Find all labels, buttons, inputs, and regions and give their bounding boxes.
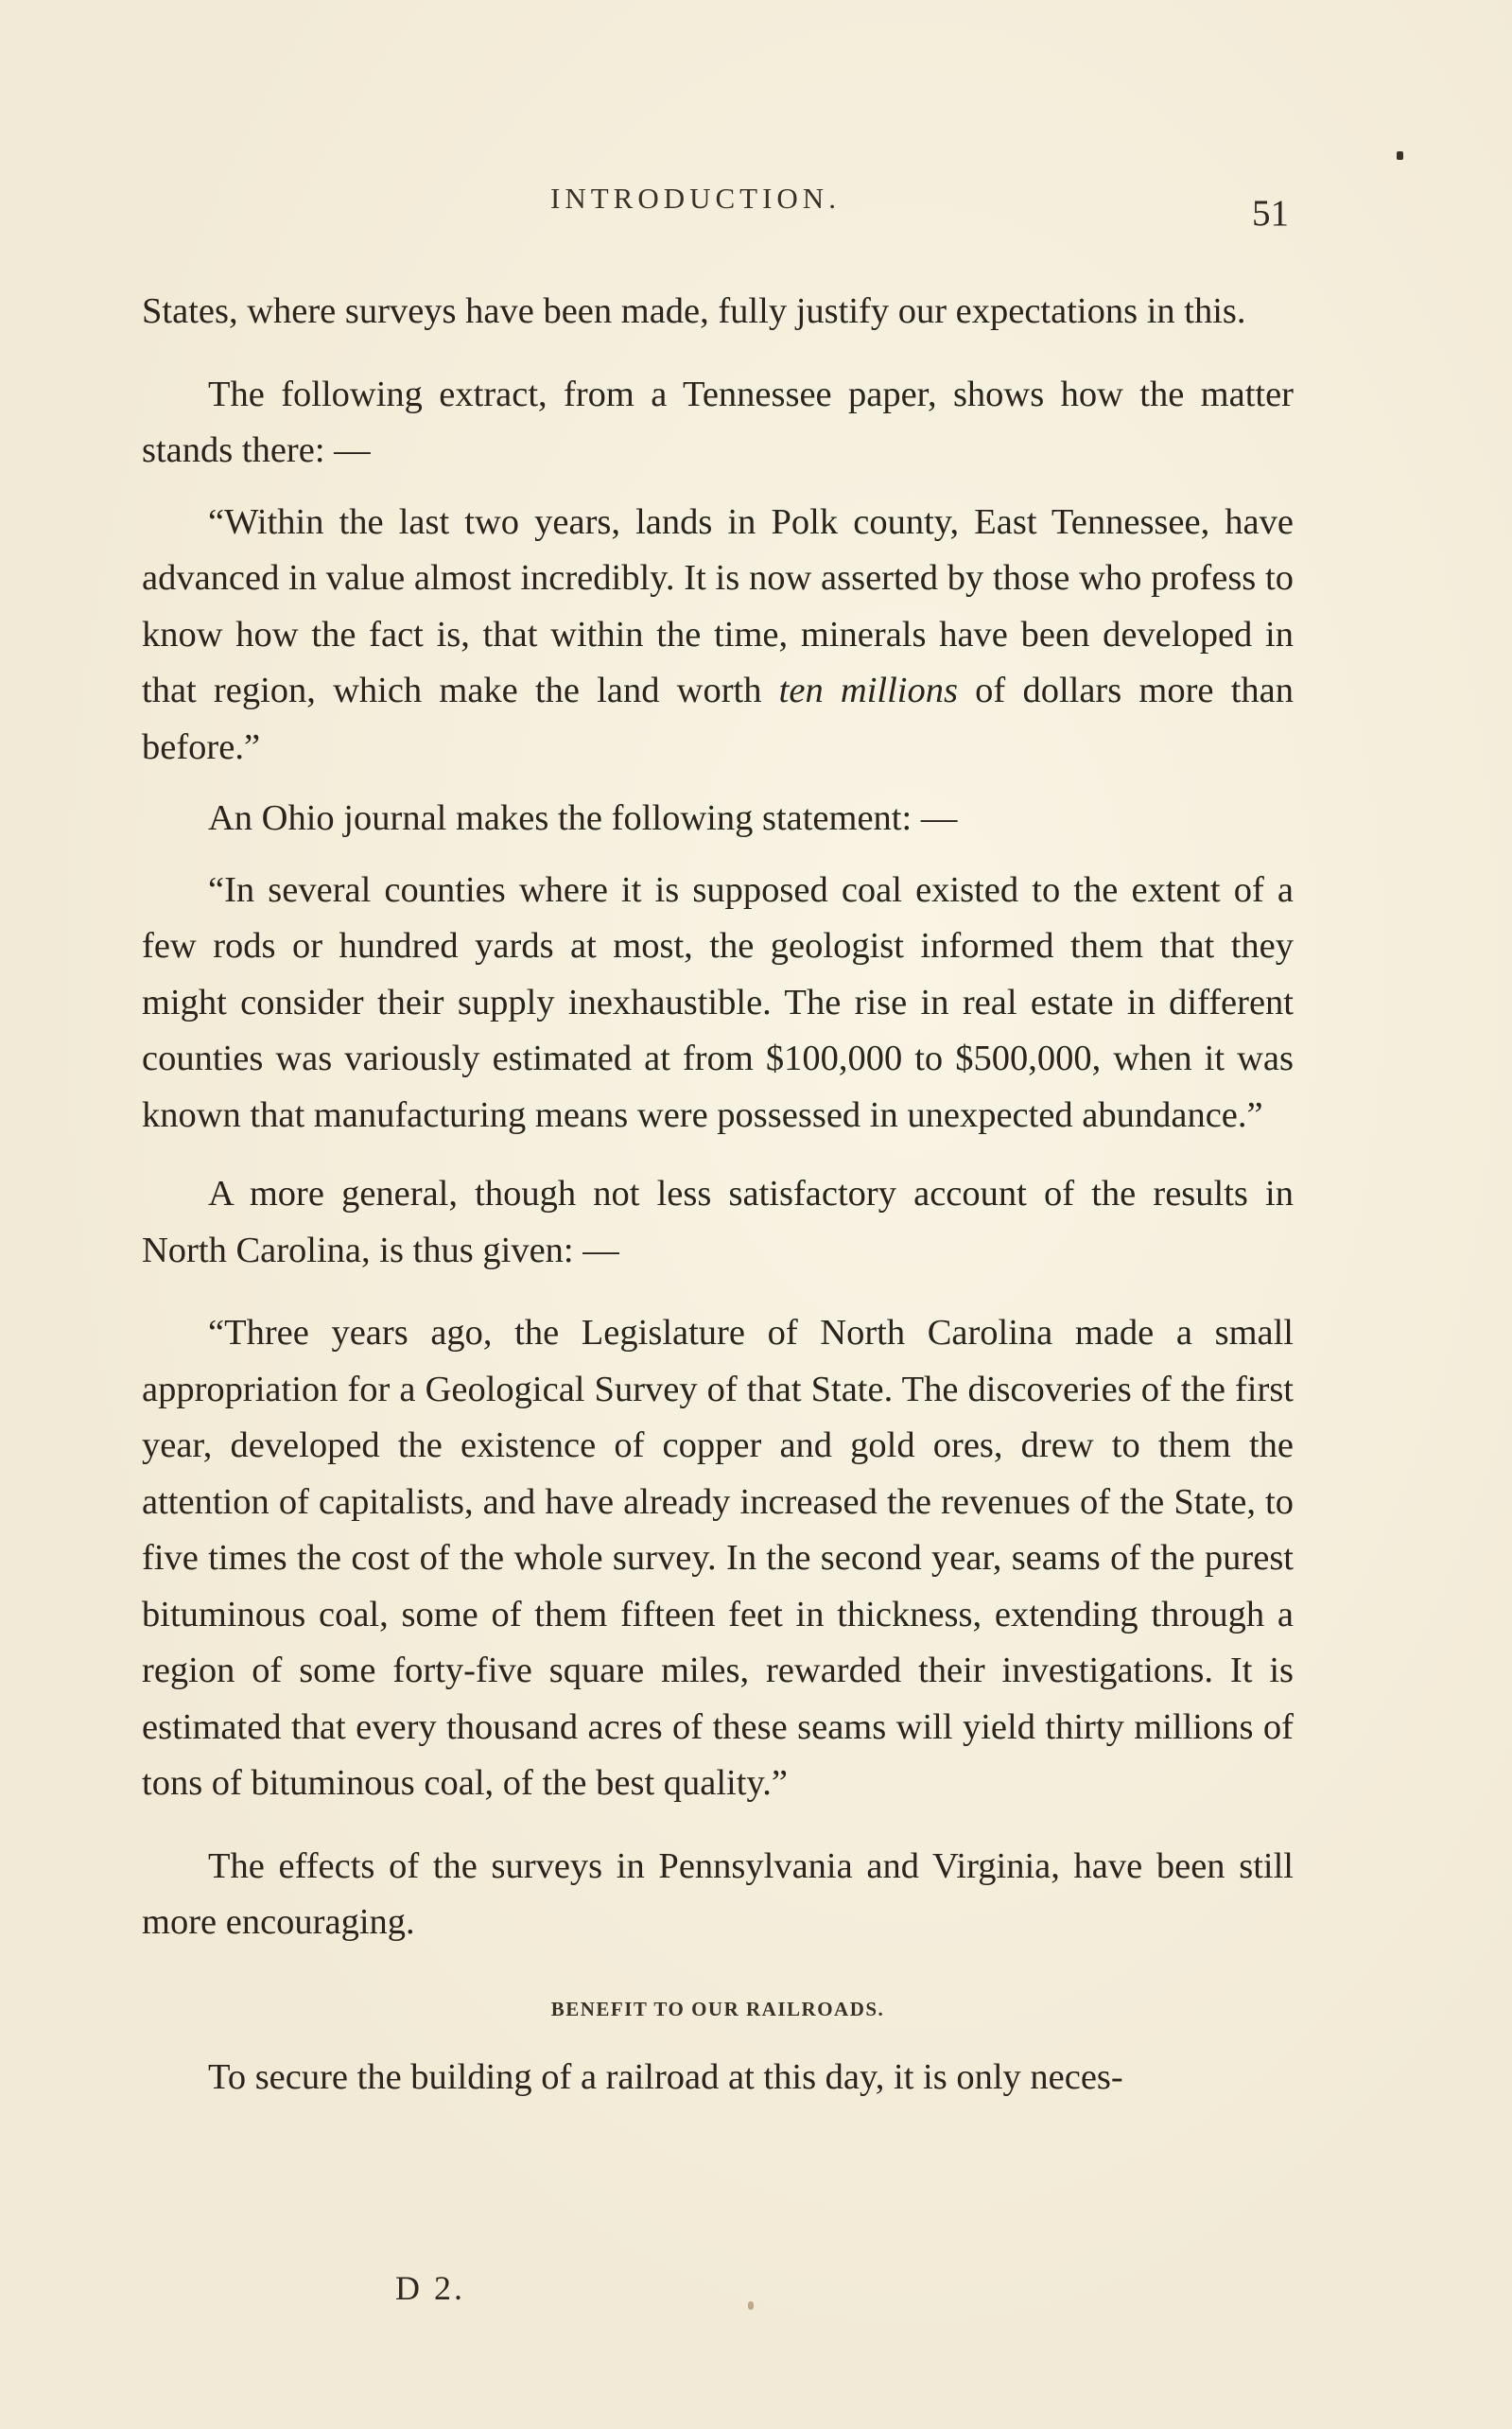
- quote-polk-county: [142, 495, 1294, 777]
- section-heading: BENEFIT TO OUR RAILROADS.: [550, 1997, 885, 2020]
- body-text: [142, 284, 1294, 2106]
- quote-text-end: of dollars more than before.”: [142, 671, 1295, 767]
- running-head: INTRODUCTION.: [550, 182, 841, 215]
- ink-speck: [1397, 151, 1403, 160]
- paragraph-tennessee-intro: The following extract, from a Tennessee paper, shows how the matter stands there: —: [142, 374, 1294, 470]
- quote-ohio-coal: “In several counties where it is supposed coal existed to the extent of a few rods or hundred yards at most, the geologist informed them that they might consider their supply inexhaustible. The rise in real estate in different counties was variously estimated at from $100,000 to $500,000, when it was known that manufacturing means were possessed in unexpected abundance.”: [142, 869, 1294, 1135]
- paragraph-pennsylvania-virginia: The effects of the surveys in Pennsylvania and Virginia, have been still more encouraging.: [142, 1845, 1294, 1942]
- quote-text: “Within the last two years, lands in Polk county, East Tennessee, have advanced in value almost incredibly. It is now asserted by those who profess to know how the fact is, that within the time, minerals have been developed in that region, which make the land worth: [142, 501, 1294, 710]
- paragraph-ohio-intro: An Ohio journal makes the following statement: —: [208, 798, 958, 838]
- quote-north-carolina-survey: “Three years ago, the Legislature of North Carolina made a small appropriation for a Geological Survey of that State. The discoveries of the first year, developed the existence of copper and gold ores, drew to them the attention of capitalists, and have already increased the revenues of the State, to five times the cost of the whole survey. In the second year, seams of the purest bituminous coal, some of them fifteen feet in thickness, extending through a region of some forty-five square miles, rewarded their investigations. It is estimated that every thousand acres of these seams will yield thirty millions of tons of bituminous coal, of the best quality.”: [142, 1313, 1294, 1803]
- paragraph-continuation: States, where surveys have been made, fully justify our expectations in this.: [142, 291, 1246, 331]
- ink-smudge: [748, 2301, 754, 2310]
- signature-mark: D 2.: [395, 2269, 465, 2307]
- quote-emphasis: ten millions: [778, 671, 958, 710]
- page-number: 51: [1252, 193, 1289, 234]
- paragraph-railroads: To secure the building of a railroad at this day, it is only neces-: [208, 2056, 1123, 2097]
- paragraph-north-carolina-intro: A more general, though not less satisfactory account of the results in North Carolina, is thus given: —: [142, 1174, 1294, 1270]
